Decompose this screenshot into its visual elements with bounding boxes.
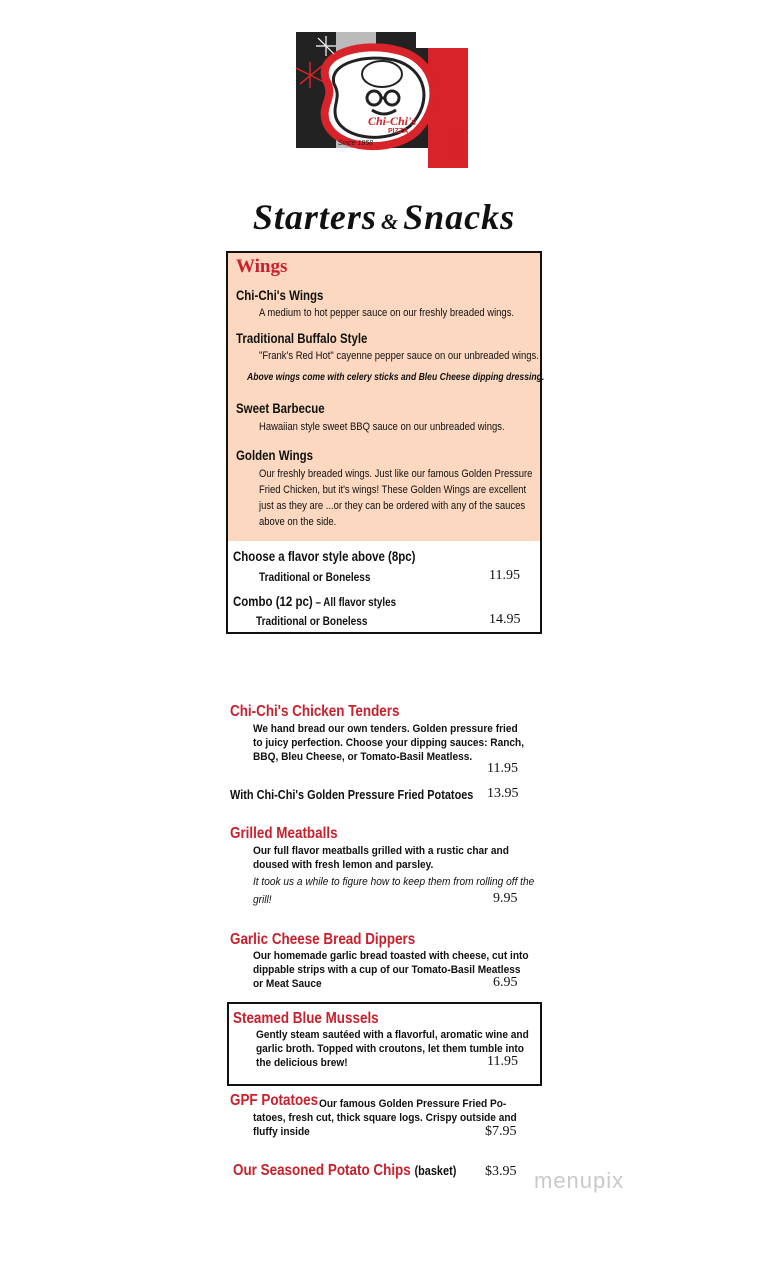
- meatballs-quip: It took us a while to figure how to keep them from rolling off the grill!: [253, 876, 535, 906]
- chips-price: $3.95: [485, 1164, 517, 1179]
- tenders-price: 11.95: [487, 761, 518, 776]
- logo-since-text: Since 1958: [338, 140, 374, 147]
- chi-chis-pizza-logo: [296, 32, 472, 168]
- chips-title: [233, 1162, 456, 1180]
- tenders-title: Chi-Chi's Chicken Tenders: [230, 703, 400, 720]
- gpf-desc-first: Our famous Golden Pressure Fried Po-: [319, 1098, 507, 1110]
- gpf-desc-rest: tatoes, fresh cut, thick square logs. Crispy outside and fluffy inside: [253, 1112, 517, 1138]
- wings-section: [226, 251, 545, 634]
- gpf-title: GPF Potatoes: [230, 1092, 319, 1109]
- wings-heading: Wings: [236, 256, 288, 277]
- logo-graphic: [296, 32, 472, 168]
- wing-item-name: Chi-Chi's Wings: [236, 287, 324, 303]
- meatballs-title: Grilled Meatballs: [230, 825, 338, 842]
- gpf-price: $7.95: [485, 1124, 517, 1139]
- wing-item-name: Golden Wings: [236, 447, 314, 463]
- wing-item-desc: "Frank's Red Hot" cayenne pepper sauce on our unbreaded wings.: [259, 350, 539, 362]
- tenders-addon-price: 13.95: [487, 786, 519, 801]
- menupix-watermark: menupix: [534, 1168, 625, 1193]
- combo-title-main: Combo (12 pc): [233, 593, 313, 609]
- meatballs-price: 9.95: [493, 891, 518, 906]
- wings-option-combo-title: [233, 593, 396, 609]
- wings-option-8pc-title: Choose a flavor style above (8pc): [233, 548, 416, 564]
- garlic-desc: Our homemade garlic bread toasted with cheese, cut into dippable strips with a cup of our Tomato-Basil Meatless or Meat Sauce: [253, 950, 529, 990]
- wings-option-8pc-price: 11.95: [489, 568, 520, 583]
- logo-brand-text: Chi-Chi's: [368, 114, 417, 128]
- chips-suffix: (basket): [414, 1163, 457, 1178]
- page-title-left: Starters: [252, 197, 377, 237]
- wings-option-combo-price: 14.95: [489, 612, 521, 627]
- combo-title-suffix: – All flavor styles: [312, 595, 397, 609]
- wings-note: Above wings come with celery sticks and Bleu Cheese dipping dressing.: [247, 372, 545, 383]
- page-title-amp: &: [380, 209, 400, 234]
- garlic-price: 6.95: [493, 975, 518, 990]
- wing-item-desc: Hawaiian style sweet BBQ sauce on our unbreaded wings.: [259, 421, 505, 433]
- mussels-desc: Gently steam sautéed with a flavorful, aromatic wine and garlic broth. Topped with croutons, let them tumble into the delicious brew!: [256, 1029, 529, 1069]
- page-title: [0, 196, 768, 238]
- chips-title-main: Our Seasoned Potato Chips: [233, 1162, 411, 1179]
- wing-item-desc: A medium to hot pepper sauce on our freshly breaded wings.: [259, 307, 515, 319]
- logo-pizza-text: PIZZA: [388, 128, 409, 135]
- wings-option-combo-sub: Traditional or Boneless: [256, 614, 368, 628]
- wing-item-name: Sweet Barbecue: [236, 400, 325, 416]
- mussels-price: 11.95: [487, 1054, 518, 1069]
- wing-item-name: Traditional Buffalo Style: [236, 330, 368, 346]
- mussels-title: Steamed Blue Mussels: [233, 1010, 379, 1027]
- wing-item-desc: Our freshly breaded wings. Just like our famous Golden Pressure Fried Chicken, but it's wings! These Golden Wings are excellent just as they are ...or they can be ordered with any of the sauces above on the side.: [259, 468, 533, 528]
- tenders-addon: With Chi-Chi's Golden Pressure Fried Potatoes: [230, 787, 474, 802]
- wings-option-8pc-sub: Traditional or Boneless: [259, 570, 371, 584]
- meatballs-desc: Our full flavor meatballs grilled with a rustic char and doused with fresh lemon and parsley.: [253, 845, 509, 871]
- page-title-right: Snacks: [403, 197, 516, 237]
- tenders-desc: We hand bread our own tenders. Golden pressure fried to juicy perfection. Choose your dipping sauces: Ranch, BBQ, Bleu Cheese, or Tomato-Basil Meatless.: [253, 723, 525, 763]
- garlic-title: Garlic Cheese Bread Dippers: [230, 931, 416, 948]
